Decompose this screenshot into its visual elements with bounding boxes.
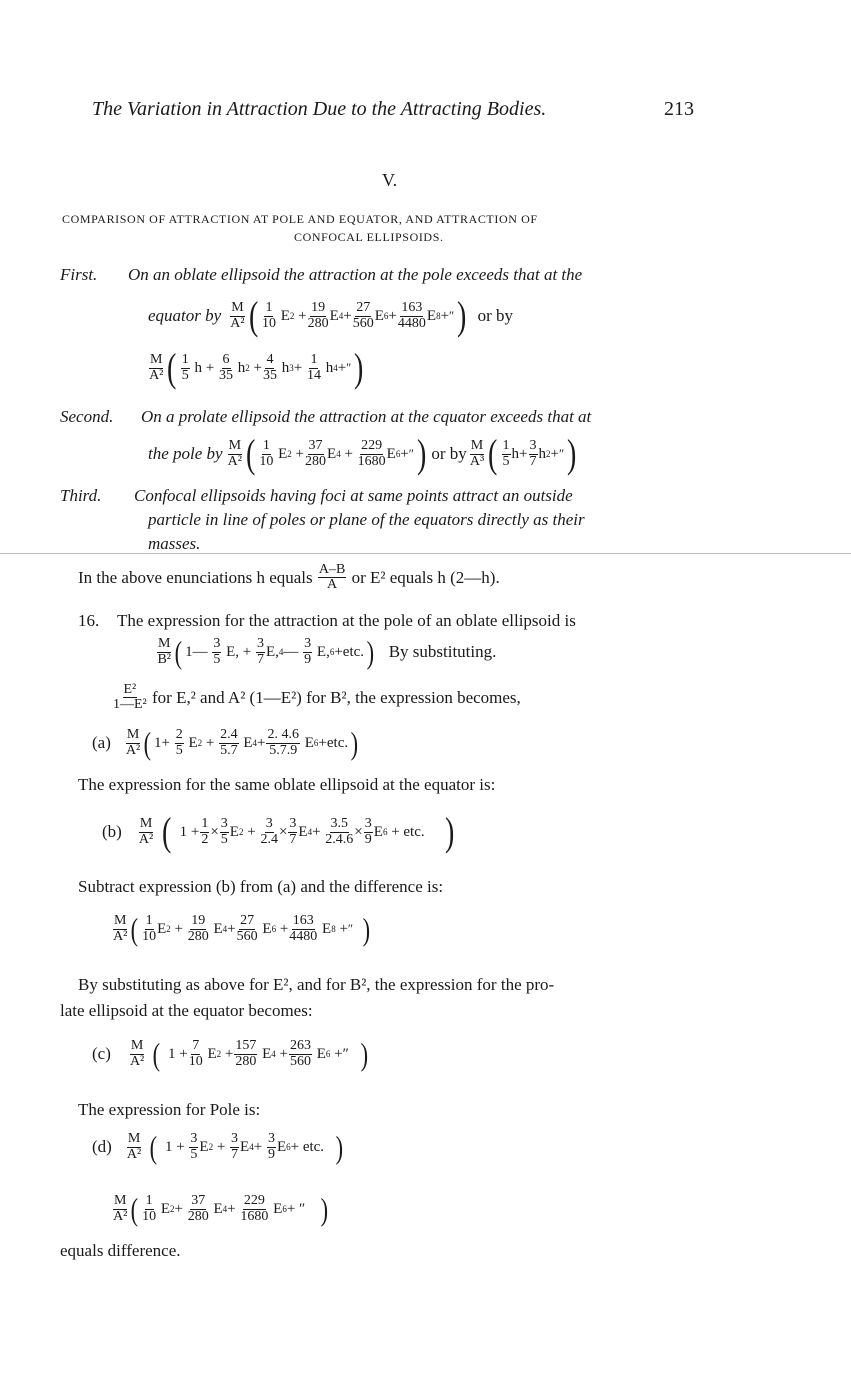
third-line-3: masses. [148, 534, 201, 553]
fraction-M-A2: $\frac{M}{\text{A²}}$ [230, 300, 245, 331]
by-substituting-2: late ellipsoid at the equator becomes: [60, 1001, 313, 1020]
divider [0, 553, 851, 554]
enunciation: In the above enunciations h equals $\frac{A-B}{A}$ or E² equals h (2—h). [78, 562, 500, 593]
pole-oblate-formula: $\frac{M}{\text{B²}}$ ( 1— $\frac{3}{5}$ E, + $\frac{3}{7}$ E, 4 — $\frac{3}{9}$ E, 6 +etc. ) By substituting. [157, 634, 497, 670]
fraction: $\frac{19}{280}$ [307, 300, 329, 331]
or-by: or by [477, 306, 513, 325]
pole-expression-text: The expression for Pole is: [78, 1100, 261, 1119]
fraction: $\frac{163}{4480}$ [397, 300, 426, 331]
formula-b: (b) $\frac{M}{\text{A²}}$ ( 1 + $\frac{1}{2}$ × $\frac{3}{5}$ E 2 + $\frac{3}{2.4}$ × $\frac{3}{7}$ E 4 + $\frac{3.5}{2.4.6}$ × $\frac{3}{9}$ E 6 + etc. ) [102, 809, 454, 854]
fraction: $\frac{27}{560}$ [352, 300, 374, 331]
second-cont: the pole by [148, 444, 223, 463]
fraction-M-A2: $\frac{M}{\text{A²}}$ [149, 352, 164, 383]
third-line-2: particle in line of poles or plane of the equators directly as their [148, 510, 585, 529]
first-label: First. [60, 265, 98, 284]
section-heading-2: CONFOCAL ELLIPSOIDS. [294, 230, 444, 244]
equals-difference: equals difference. [60, 1241, 181, 1260]
formula-d: (d) $\frac{M}{\text{A²}}$ ( 1 + $\frac{3}{5}$ E 2 + $\frac{3}{7}$ E 4 + $\frac{3}{9}$ E 6 + etc. ) [92, 1129, 344, 1165]
running-title: The Variation in Attraction Due to the Attracting Bodies. [92, 98, 547, 120]
difference-formula: $\frac{M}{\text{A²}}$ ( $\frac{1}{10}$ E 2 + $\frac{19}{280}$ E 4 + $\frac{27}{560}$ E 6 + $\frac{163}{4480}$ E 8 + ″ ) [113, 911, 371, 947]
paragraph-number: 16. [78, 611, 100, 630]
same-oblate-text: The expression for the same oblate ellipsoid at the equator is: [78, 775, 496, 794]
first-text: On an oblate ellipsoid the attraction at the pole exceeds that at the [128, 265, 583, 284]
first-cont: equator by [148, 306, 222, 325]
section-numeral: V. [382, 170, 398, 190]
substitution-line: $\frac{\text{E²}}{\text{1—E²}}$ for E,² and A² (1—E²) for B², the expression becomes, [113, 682, 521, 713]
second-text: On a prolate ellipsoid the attraction at the cquator exceeds that at [141, 407, 592, 426]
first-formula-2: $\frac{M}{\text{A²}}$ ( $\frac{1}{5}$ h + $\frac{6}{35}$ h 2 + $\frac{4}{35}$ h 3 + $\frac{1}{14}$ h 4 + ″ ) [149, 345, 364, 390]
by-substituting-1: By substituting as above for E², and for B², the expression for the pro- [78, 975, 555, 994]
formula-a: (a) $\frac{M}{\text{A²}}$ ( 1+ $\frac{2}{5}$ E 2 + $\frac{2.4}{5.7}$ E 4 + $\frac{2. 4.6}{5.7.9}$ E 6 +etc. ) [92, 725, 359, 761]
third-label: Third. [60, 486, 102, 505]
second-label: Second. [60, 407, 114, 426]
fraction: $\frac{1}{10}$ [261, 300, 276, 331]
third-line-1: Confocal ellipsoids having foci at same points attract an outside [134, 486, 573, 505]
section-heading: COMPARISON OF ATTRACTION AT POLE AND EQUATOR, AND ATTRACTION OF [62, 212, 538, 226]
difference-prolate-formula: $\frac{M}{\text{A²}}$ ( $\frac{1}{10}$ E 2 + $\frac{37}{280}$ E 4 + $\frac{229}{1680}$ E 6 + ″ ) [113, 1191, 329, 1227]
subtract-text: Subtract expression (b) from (a) and the difference is: [78, 877, 444, 896]
page-number: 213 [664, 98, 694, 120]
paragraph-16-text: The expression for the attraction at the pole of an oblate ellipsoid is [117, 611, 576, 630]
first-formula-1: equator by $\frac{M}{\text{A²}}$ ( $\frac{1}{10}$ E 2 + $\frac{19}{280}$ E 4 + $\frac{27}{560}$ E 6 + $\frac{163}{4480}$ E 8 + ″ ) or by [148, 293, 513, 338]
second-formula: the pole by $\frac{M}{\text{A²}}$ ( $\frac{1}{10}$ E 2 + $\frac{37}{280}$ E 4 + $\frac{229}{1680}$ E 6 + ″ ) or by $\frac{M}{\text{A³}}$ ( $\frac{1}{5}$ h+ $\frac{3}{7}$ h 2 + ″ ) [148, 431, 577, 476]
formula-c: (c) $\frac{M}{\text{A²}}$ ( 1 + $\frac{7}{10}$ E 2 + $\frac{157}{280}$ E 4 + $\frac{263}{560}$ E 6 +″ ) [92, 1036, 368, 1072]
